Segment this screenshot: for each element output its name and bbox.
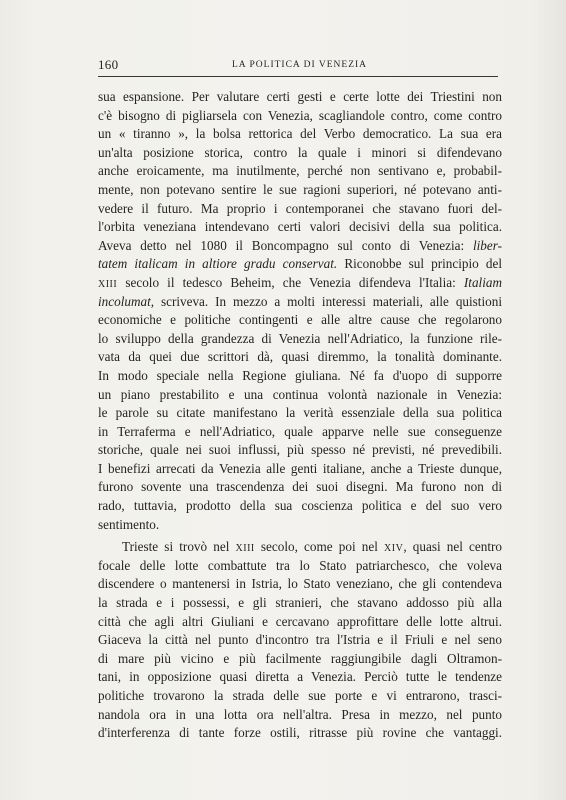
text-line (98, 237, 502, 256)
text-line: vata da quei due scrittori dà, quasi diremmo, la tonalità dominante. (98, 349, 502, 365)
header-rule (98, 76, 498, 77)
text-line: In modo speciale nella Regione giuliana. Né fa d'uopo di supporre (98, 367, 502, 383)
text-run: Riconobbe sul principio del (337, 256, 502, 272)
text-line: l'orbita veneziana intendevano certi valori decisivi della sua politica. (98, 219, 502, 235)
text-line: vedere il futuro. Ma proprio i contemporanei che stavano fuori del- (98, 200, 502, 216)
latin-quote: Italiam (463, 274, 502, 290)
text-line: anche eroicamente, ma inutilmente, perché non sentivano e, probabil- (98, 163, 502, 179)
body-text (98, 88, 502, 743)
latin-quote: tatem italicam in altiore gradu conservat. (98, 256, 338, 272)
text-line: I benefizi arrecati da Venezia alle genti italiane, anche a Trieste dunque, (98, 460, 502, 476)
text-line (98, 293, 502, 312)
text-line: sua espansione. Per valutare certi gesti e certe lotte dei Triestini non (98, 89, 502, 104)
text-line: città che agli altri Giuliani e cercavano approfittare delle lotte altrui. (98, 613, 502, 629)
text-line: lo sviluppo della grandezza di Venezia nell'Adriatico, la funzione rile- (98, 330, 502, 346)
running-title: LA POLITICA DI VENEZIA (232, 60, 368, 70)
text-line: un « tiranno », la bolsa rettorica del Verbo democratico. La sua era (98, 126, 502, 142)
text-line: la strada e i possessi, e gli stranieri, che stavano addosso più alla (98, 595, 502, 611)
text-line: politiche trovarono la strada delle sue porte e vi entrarono, trasci- (98, 688, 502, 703)
latin-quote: incolumat, (98, 293, 155, 309)
century-numeral: XIII (98, 278, 118, 290)
text-run: , quasi nel centro (403, 539, 502, 555)
latin-quote: liber- (472, 237, 502, 253)
text-line: rado, tuttavia, prodotto della sua coscienza politica e del suo vero (98, 498, 502, 514)
text-line: c'è bisogno di pigliarsela con Venezia, scagliandole contro, come contro (98, 107, 502, 123)
text-run: Trieste si trovò nel (122, 539, 236, 555)
text-line: di mare più vicino e più facilmente raggiungibile dagli Oltramon- (98, 650, 502, 666)
page-header (98, 58, 498, 74)
text-line: storiche, quale nei suoi influssi, più spesso né previsti, né prevedibili. (98, 442, 502, 458)
paragraph-1 (98, 88, 502, 534)
text-line (98, 274, 502, 293)
text-line: Giaceva la città nel punto d'incontro tra l'Istria e il Friuli e nel seno (98, 632, 502, 648)
text-run: Aveva detto nel 1080 il Boncompagno sul conto di Venezia: (98, 237, 473, 253)
text-run: scriveva. In mezzo a molti interessi materiali, alle quistioni (154, 293, 502, 309)
text-run: secolo, come poi nel (254, 539, 385, 555)
text-line: focale delle lotte combattute tra lo Stato patriarchesco, che voleva (98, 557, 502, 573)
text-line (98, 538, 502, 557)
text-line: furono sovente una trascendenza dei suoi disegni. Ma furono non di (98, 479, 502, 495)
text-line: nandola ora in una lotta ora nell'altra. Presa in mezzo, nel punto (98, 706, 502, 722)
text-line: mente, non potevano sentire le sue ragioni superiori, né potevano anti- (98, 181, 502, 197)
text-line (98, 255, 502, 274)
text-line: le parole su citate manifestano la verità essenziale della sua politica (98, 405, 502, 421)
paragraph-2 (98, 538, 502, 743)
text-line: economiche e politiche contingenti e alle altre cause che regolarono (98, 312, 502, 328)
page-number: 160 (98, 57, 119, 72)
text-line: in Terraferma e nell'Adriatico, quale apparve nelle sue conseguenze (98, 423, 502, 439)
text-run: secolo il tedesco Beheim, che Venezia difendeva l'Italia: (117, 274, 464, 290)
text-line: un piano prestabilito e una continua volontà nazionale in Venezia: (98, 386, 502, 402)
text-line: sentimento. (98, 516, 160, 532)
century-numeral: XIV (384, 543, 404, 555)
text-line: un'alta posizione storica, contro la quale i minori si difendevano (98, 144, 502, 160)
text-line: tani, in opposizione quasi diretta a Venezia. Perciò tutte le tendenze (98, 669, 502, 685)
century-numeral: XIII (235, 543, 255, 555)
text-line: discendere o mantenersi in Istria, lo Stato veneziano, che gli contendeva (98, 576, 502, 592)
text-line: d'interferenza di tante forze ostili, ritrasse più rovine che vantaggi. (98, 725, 502, 741)
